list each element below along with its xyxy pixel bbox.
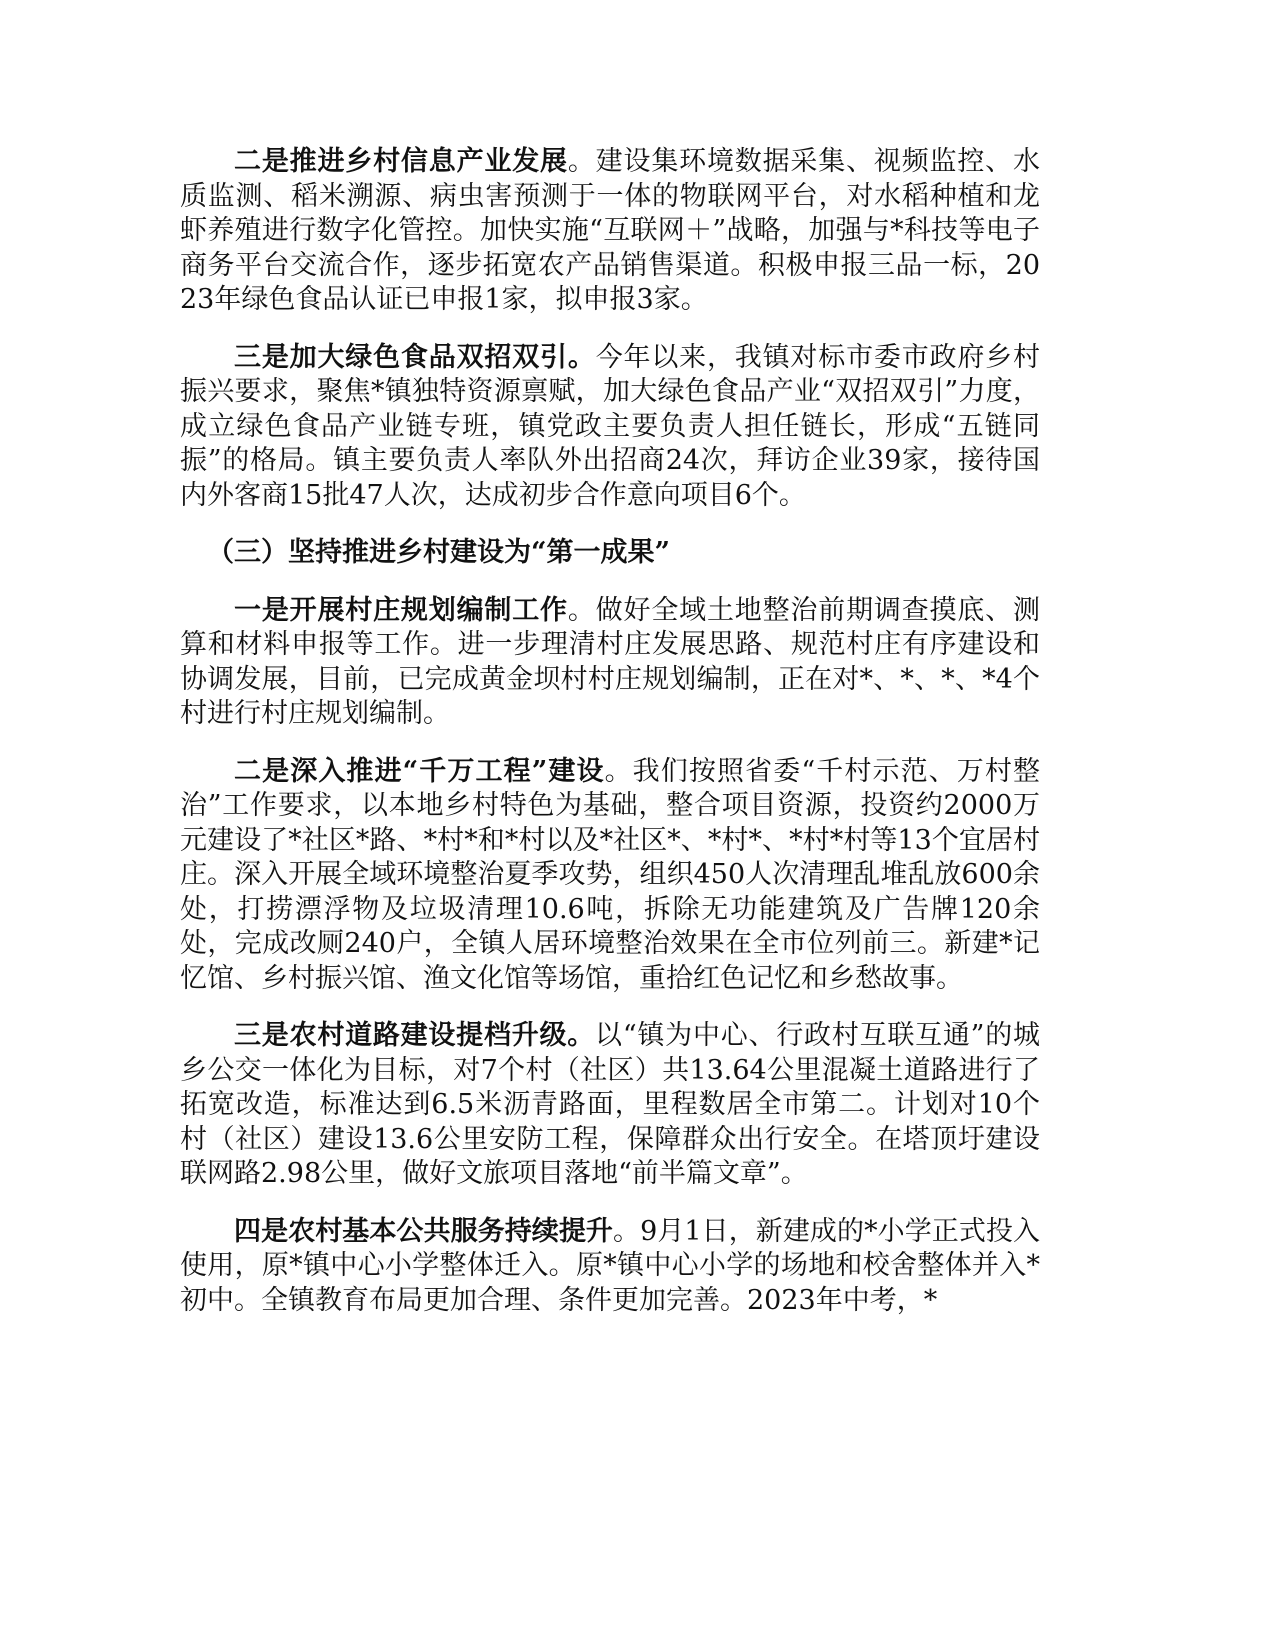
- paragraph-body: 。我们按照省委“千村示范、万村整治”工作要求，以本地乡村特色为基础，整合项目资源，投资约2000万元建设了*社区*路、*村*和*村以及*社区*、*村*、*村*村等13个宜居村庄。深入开展全域环境整治夏季攻势，组织450人次清理乱堆乱放600余处，打捞漂浮物及垃圾清理10.6吨，拆除无功能建筑及广告牌120余处，完成改厕240户，全镇人居环境整治效果在全市位列前三。新建*记忆馆、乡村振兴馆、渔文化馆等场馆，重拾红色记忆和乡愁故事。: [180, 755, 1040, 994]
- paragraph-qianwan-project: [180, 755, 1040, 997]
- paragraph-village-planning: [180, 594, 1040, 732]
- paragraph-lead: 二是推进乡村信息产业发展: [234, 146, 568, 177]
- paragraph-body: 今年以来，我镇对标市委市政府乡村振兴要求，聚焦*镇独特资源禀赋，加大绿色食品产业“双招双引”力度，成立绿色食品产业链专班，镇党政主要负责人担任链长，形成“五链同振”的格局。镇主要负责人率队外出招商24次，拜访企业39家，接待国内外客商15批47人次，达成初步合作意向项目6个。: [180, 341, 1041, 511]
- paragraph-info-industry: [180, 145, 1040, 318]
- paragraph-rural-roads: [180, 1019, 1040, 1192]
- section-heading: （三）坚持推进乡村建设为“第一成果”: [207, 537, 671, 568]
- paragraph-lead: 二是深入推进“千万工程”建设: [234, 755, 605, 787]
- paragraph-lead: 四是农村基本公共服务持续提升: [234, 1215, 613, 1247]
- document-page: [180, 145, 1040, 1341]
- paragraph-lead: 三是加大绿色食品双招双引。: [234, 341, 596, 373]
- paragraph-lead: 一是开展村庄规划编制工作: [234, 594, 568, 626]
- paragraph-green-food: [180, 341, 1040, 514]
- paragraph-body: 。9月1日，新建成的*小学正式投入使用，原*镇中心小学整体迁入。原*镇中心小学的场地和校舍整体并入*初中。全镇教育布局更加合理、条件更加完善。2023年中考，*: [180, 1215, 1040, 1316]
- paragraph-body: 。建设集环境数据采集、视频监控、水质监测、稻米溯源、病虫害预测于一体的物联网平台，对水稻种植和龙虾养殖进行数字化管控。加快实施“互联网＋”战略，加强与*科技等电子商务平台交流合作，逐步拓宽农产品销售渠道。积极申报三品一标，2023年绿色食品认证已申报1家，拟申报3家。: [180, 146, 1041, 315]
- paragraph-public-services: [180, 1215, 1040, 1319]
- paragraph-lead: 三是农村道路建设提档升级。: [234, 1020, 596, 1051]
- paragraph-body: 。做好全域土地整治前期调查摸底、测算和材料申报等工作。进一步理清村庄发展思路、规范村庄有序建设和协调发展，目前，已完成黄金坝村村庄规划编制，正在对*、*、*、*4个村进行村庄规划编制。: [180, 594, 1041, 729]
- paragraph-body: 以“镇为中心、行政村互联互通”的城乡公交一体化为目标，对7个村（社区）共13.64公里混凝土道路进行了拓宽改造，标准达到6.5米沥青路面，里程数居全市第二。计划对10个村（社区）建设13.6公里安防工程，保障群众出行安全。在塔顶圩建设联网路2.98公里，做好文旅项目落地“前半篇文章”。: [180, 1020, 1041, 1189]
